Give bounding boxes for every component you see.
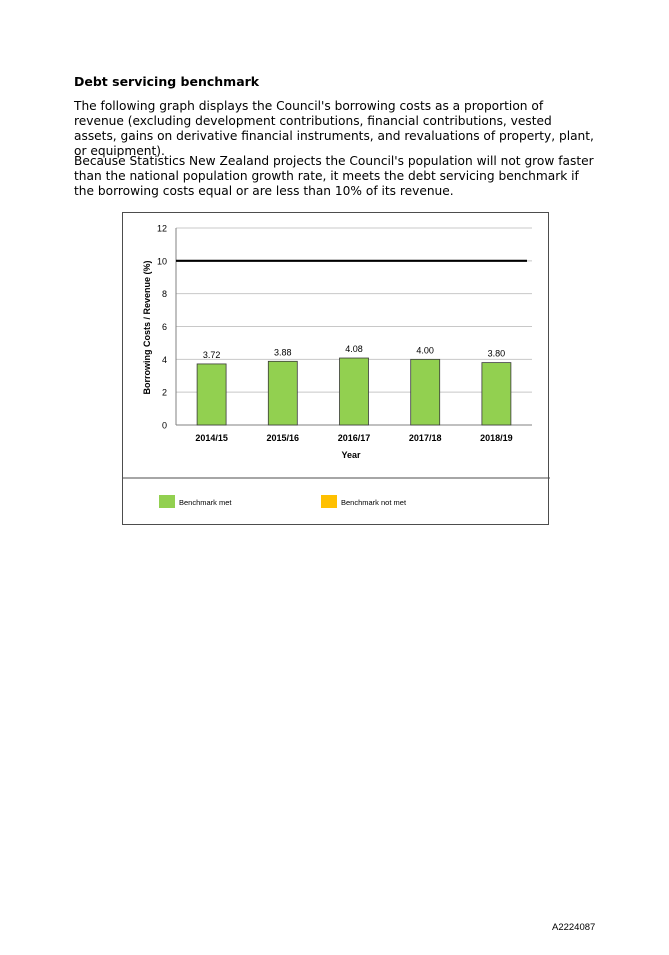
benchmark-paragraph: Because Statistics New Zealand projects the Council's population will not grow faster than the national population growth rate, it meets the debt servicing benchmark if the borrowing costs equal or are less than 10% of its revenue. bbox=[74, 154, 594, 198]
bar bbox=[411, 359, 440, 425]
bar bbox=[197, 364, 226, 425]
y-tick-label: 6 bbox=[161, 322, 167, 332]
y-tick-label: 4 bbox=[161, 354, 167, 365]
data-label: 3.80 bbox=[487, 348, 506, 359]
intro-paragraph: The following graph displays the Council's borrowing costs as a proportion of revenue (excluding development contributions, financial contributions, vested assets, gains on derivative financial instruments, and revaluations of property, plant, or equipment). bbox=[74, 99, 594, 158]
debt-servicing-chart bbox=[122, 212, 549, 525]
x-axis-title: Year bbox=[341, 450, 361, 460]
document-reference: A2224087 bbox=[552, 922, 596, 933]
y-tick-label: 12 bbox=[156, 223, 167, 234]
x-tick-label: 2014/15 bbox=[195, 433, 228, 443]
x-tick-label: 2017/18 bbox=[408, 433, 442, 443]
legend-swatch bbox=[159, 495, 175, 508]
data-label: 3.88 bbox=[274, 347, 292, 358]
y-tick-label: 8 bbox=[161, 289, 167, 300]
data-label: 4.00 bbox=[416, 345, 434, 356]
bar bbox=[340, 358, 369, 425]
data-label: 4.08 bbox=[345, 344, 363, 355]
legend-label: Benchmark met bbox=[179, 498, 232, 507]
chart-canvas bbox=[123, 213, 550, 526]
x-tick-label: 2015/16 bbox=[266, 433, 300, 443]
bar bbox=[268, 361, 297, 425]
data-label: 3.72 bbox=[202, 349, 221, 360]
x-tick-label: 2018/19 bbox=[480, 433, 513, 443]
x-tick-label: 2016/17 bbox=[337, 433, 371, 443]
y-tick-label: 10 bbox=[156, 256, 167, 267]
bar bbox=[482, 363, 511, 425]
y-tick-label: 0 bbox=[161, 420, 167, 431]
y-tick-label: 2 bbox=[161, 387, 167, 398]
section-heading: Debt servicing benchmark bbox=[74, 74, 260, 89]
legend-swatch bbox=[321, 495, 337, 508]
y-axis-title: Borrowing Costs / Revenue (%) bbox=[142, 260, 152, 395]
legend-label: Benchmark not met bbox=[341, 498, 407, 507]
